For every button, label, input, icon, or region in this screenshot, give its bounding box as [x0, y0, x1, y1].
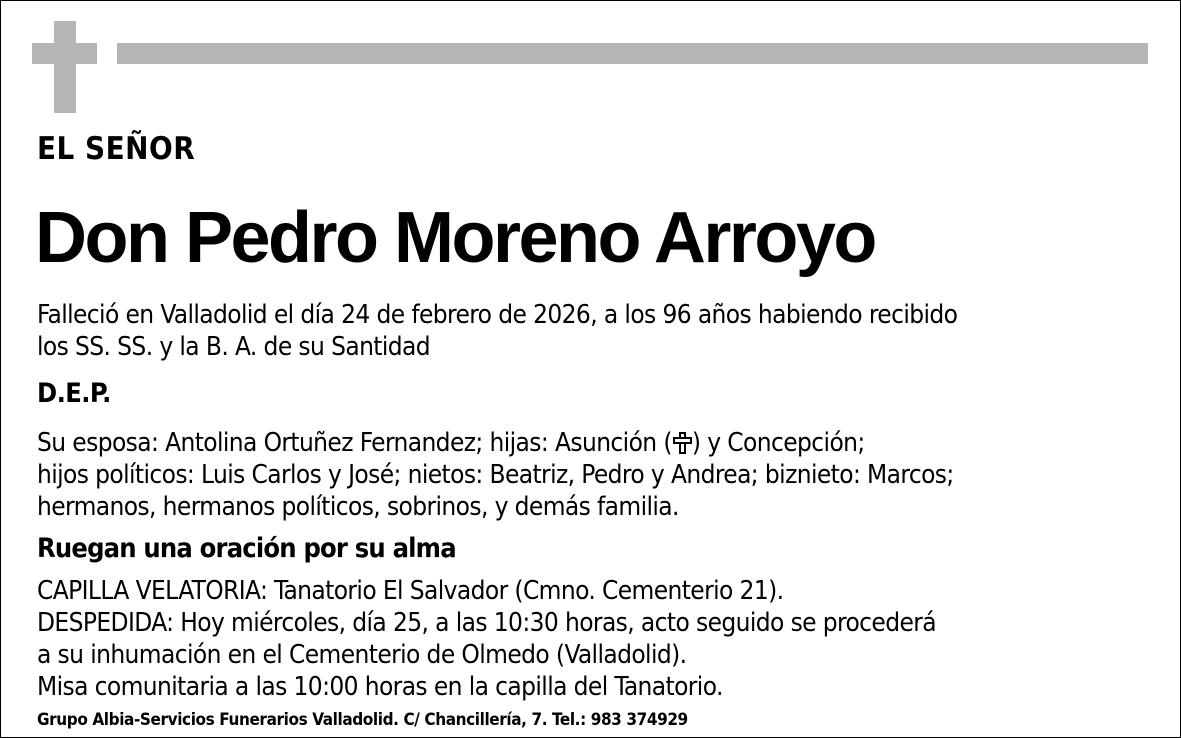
family-line-1 [37, 427, 954, 459]
family-line-2: hijos políticos: Luis Carlos y José; nietos: Beatriz, Pedro y Andrea; biznieto: Marcos; [37, 460, 954, 490]
dep-label: D.E.P. [37, 378, 111, 409]
death-line-2: los SS. SS. y la B. A. de su Santidad [37, 332, 431, 362]
funeral-home-footer: Grupo Albia-Servicios Funerarios Valladolid. C/ Chancillería, 7. Tel.: 983 374929 [37, 710, 688, 730]
cross-icon [32, 21, 97, 113]
service-line-1: CAPILLA VELATORIA: Tanatorio El Salvador (Cmno. Cementerio 21). [37, 576, 784, 606]
prayer-request: Ruegan una oración por su alma [37, 533, 456, 564]
family-line-1-start: Su esposa: Antolina Ortuñez Fernandez; hijas: Asunción ( [37, 428, 672, 458]
service-details [37, 575, 936, 703]
family-list [37, 427, 954, 523]
honorific: EL SEÑOR [37, 131, 196, 167]
deceased-cross-icon [673, 432, 691, 454]
service-line-3: a su inhumación en el Cementerio de Olmedo (Valladolid). [37, 640, 687, 670]
service-line-2: DESPEDIDA: Hoy miércoles, día 25, a las 10:30 horas, acto seguido se procederá [37, 608, 937, 638]
service-line-4: Misa comunitaria a las 10:00 horas en la capilla del Tanatorio. [37, 672, 723, 702]
family-line-1-end: ) y Concepción; [691, 428, 865, 458]
deceased-name: Don Pedro Moreno Arroyo [35, 198, 875, 278]
header-rule [117, 43, 1148, 64]
death-details [37, 299, 957, 363]
death-line-1: Falleció en Valladolid el día 24 de febrero de 2026, a los 96 años habiendo recibido [37, 300, 958, 330]
family-line-3: hermanos, hermanos políticos, sobrinos, y demás familia. [37, 492, 679, 522]
